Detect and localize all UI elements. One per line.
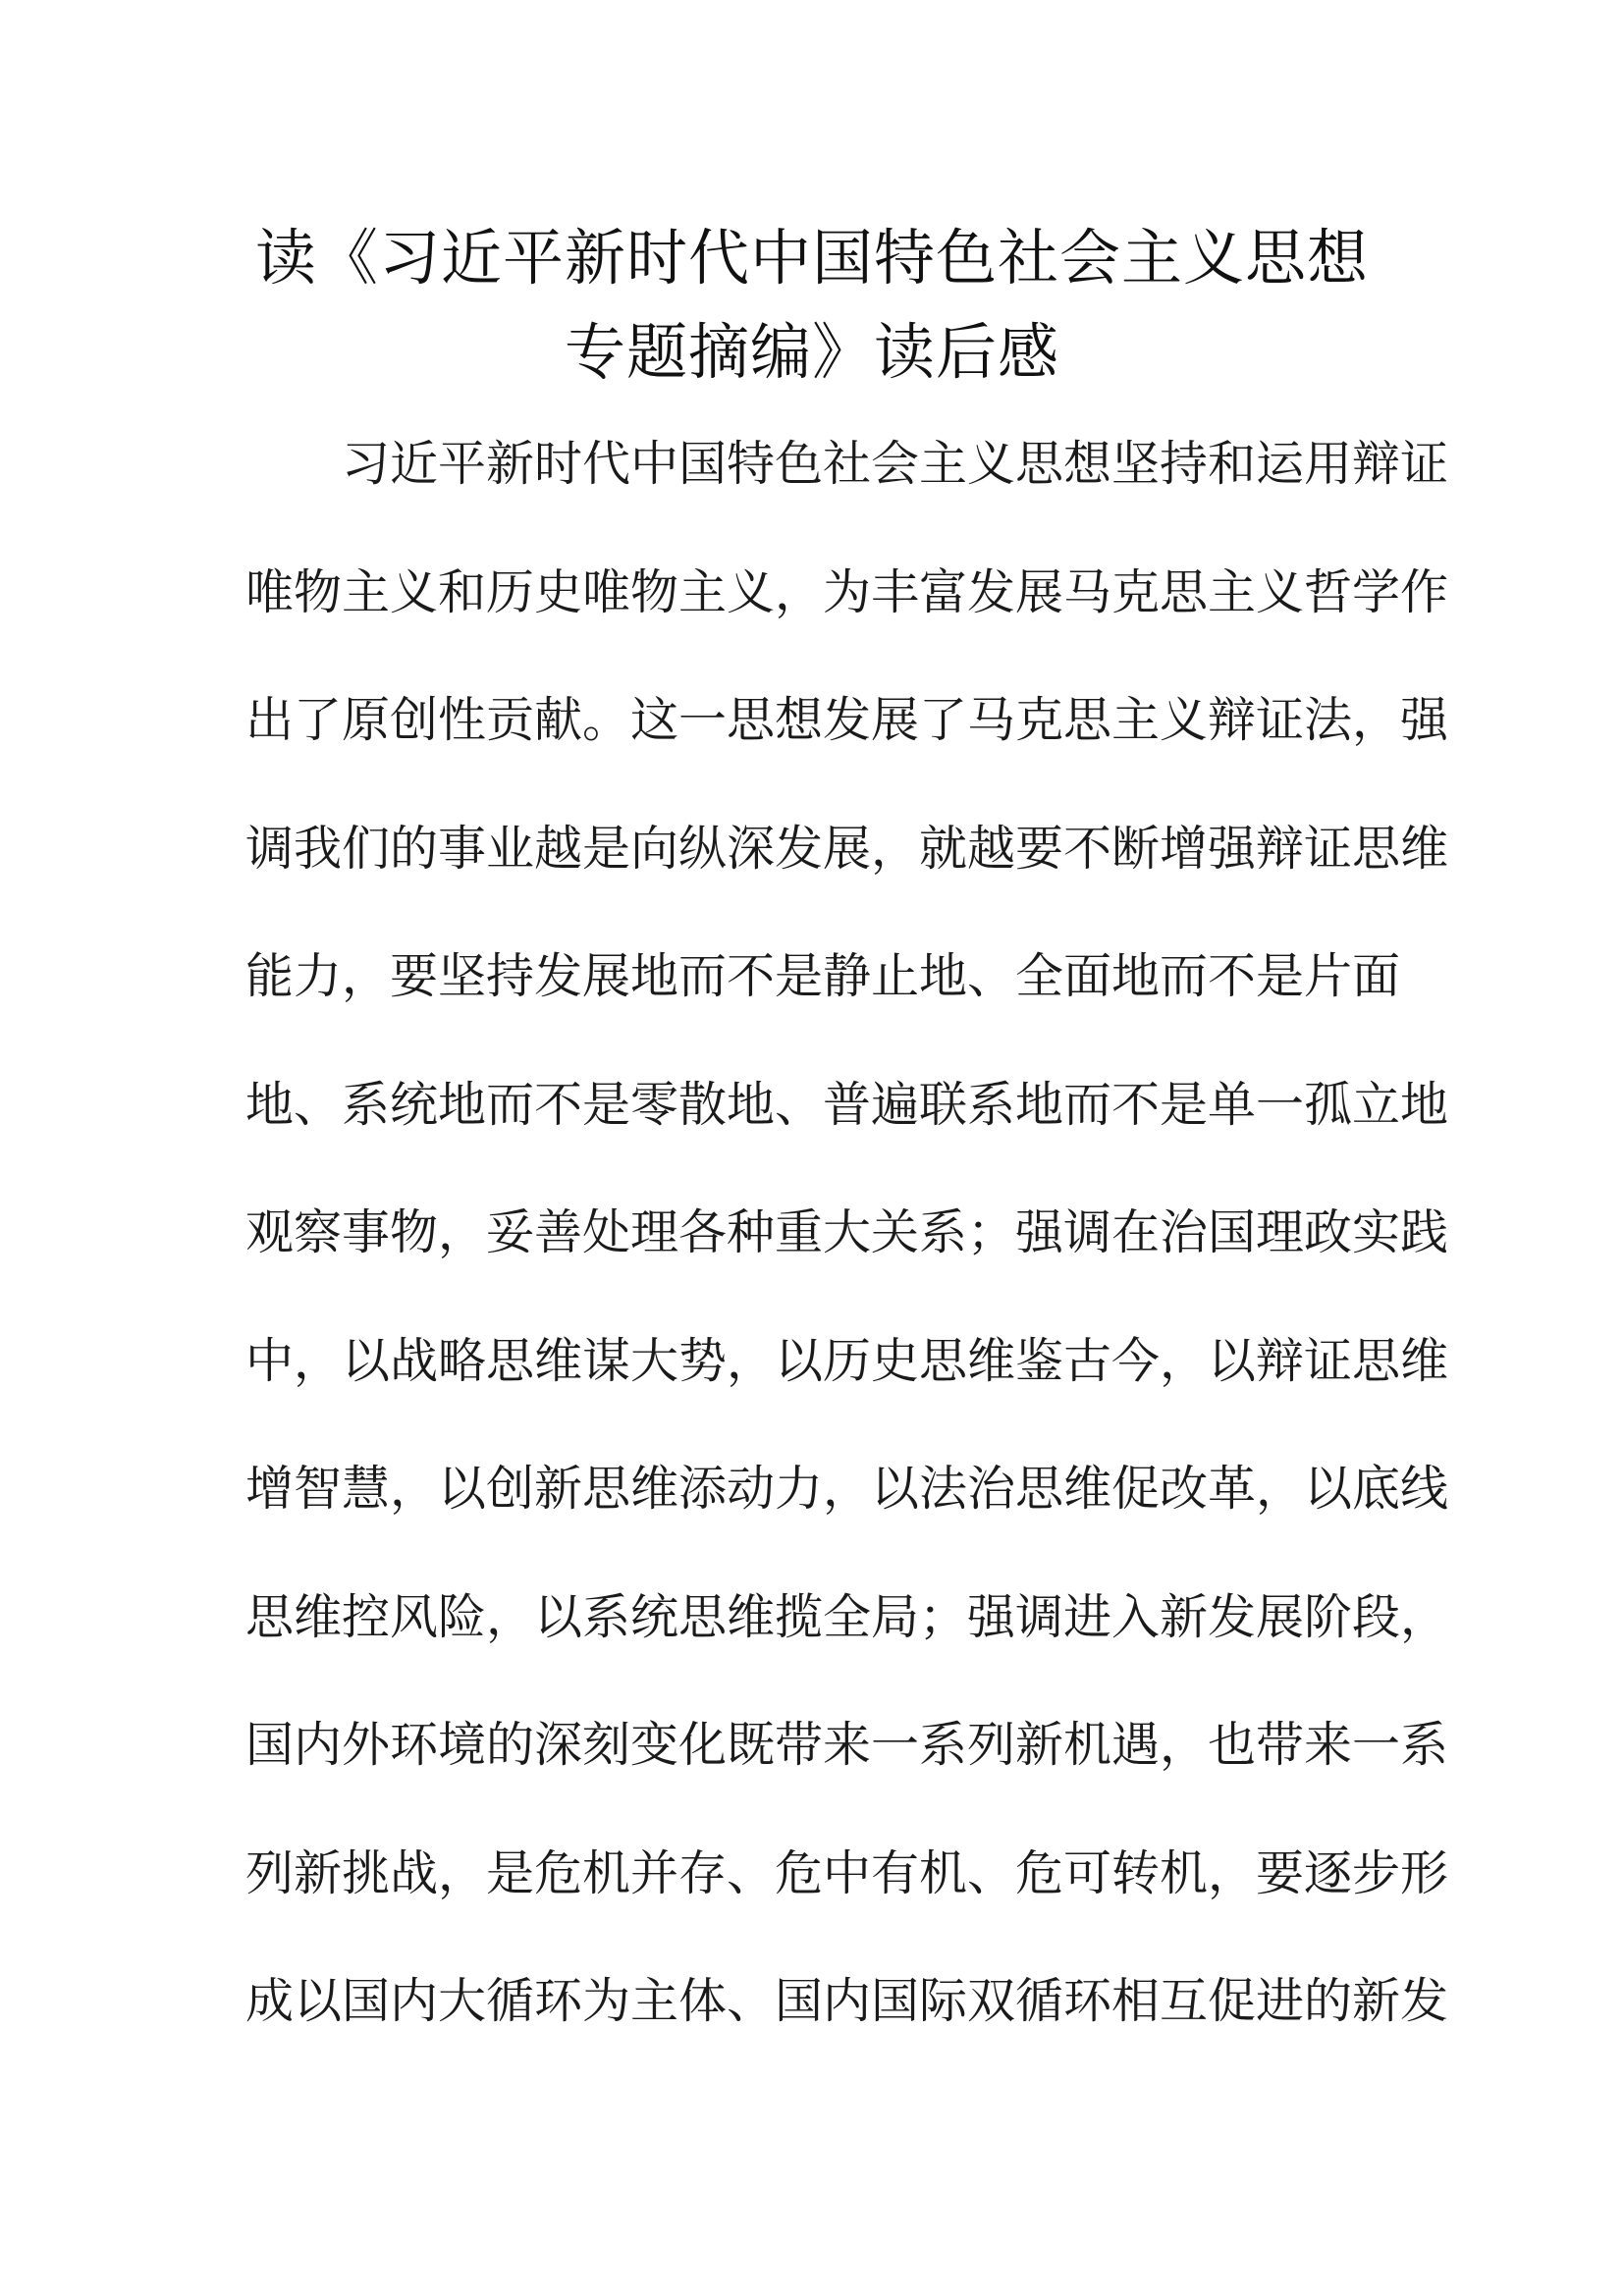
body-line: 出了原创性贡献。这一思想发展了马克思主义辩证法，强 (245, 692, 1449, 748)
title-line-2: 专题摘编》读后感 (564, 316, 1059, 388)
body-line: 习近平新时代中国特色社会主义思想坚持和运用辩证 (342, 436, 1449, 492)
body-line: 国内外环境的深刻变化既带来一系列新机遇，也带来一系 (245, 1717, 1449, 1773)
body-line: 观察事物，妥善处理各种重大关系；强调在治国理政实践 (245, 1204, 1449, 1260)
body-line: 成以国内大循环为主体、国内国际双循环相互促进的新发 (245, 1973, 1449, 2029)
body-line: 地、系统地而不是零散地、普遍联系地而不是单一孤立地 (245, 1076, 1449, 1133)
body-line: 中，以战略思维谋大势，以历史思维鉴古今，以辩证思维 (245, 1332, 1449, 1389)
title-line-1: 读《习近平新时代中国特色社会主义思想 (254, 222, 1369, 294)
body-line: 能力，要坚持发展地而不是静止地、全面地而不是片面 (245, 948, 1401, 1004)
body-line: 思维控风险，以系统思维揽全局；强调进入新发展阶段， (245, 1588, 1449, 1645)
document-body (245, 400, 1449, 2066)
document-title (226, 211, 1398, 400)
body-line: 增智慧，以创新思维添动力，以法治思维促改革，以底线 (245, 1461, 1449, 1517)
body-line: 唯物主义和历史唯物主义，为丰富发展马克思主义哲学作 (245, 563, 1449, 620)
body-line: 调我们的事业越是向纵深发展，就越要不断增强辩证思维 (245, 820, 1449, 877)
body-line: 列新挑战，是危机并存、危中有机、危可转机，要逐步形 (245, 1844, 1449, 1901)
